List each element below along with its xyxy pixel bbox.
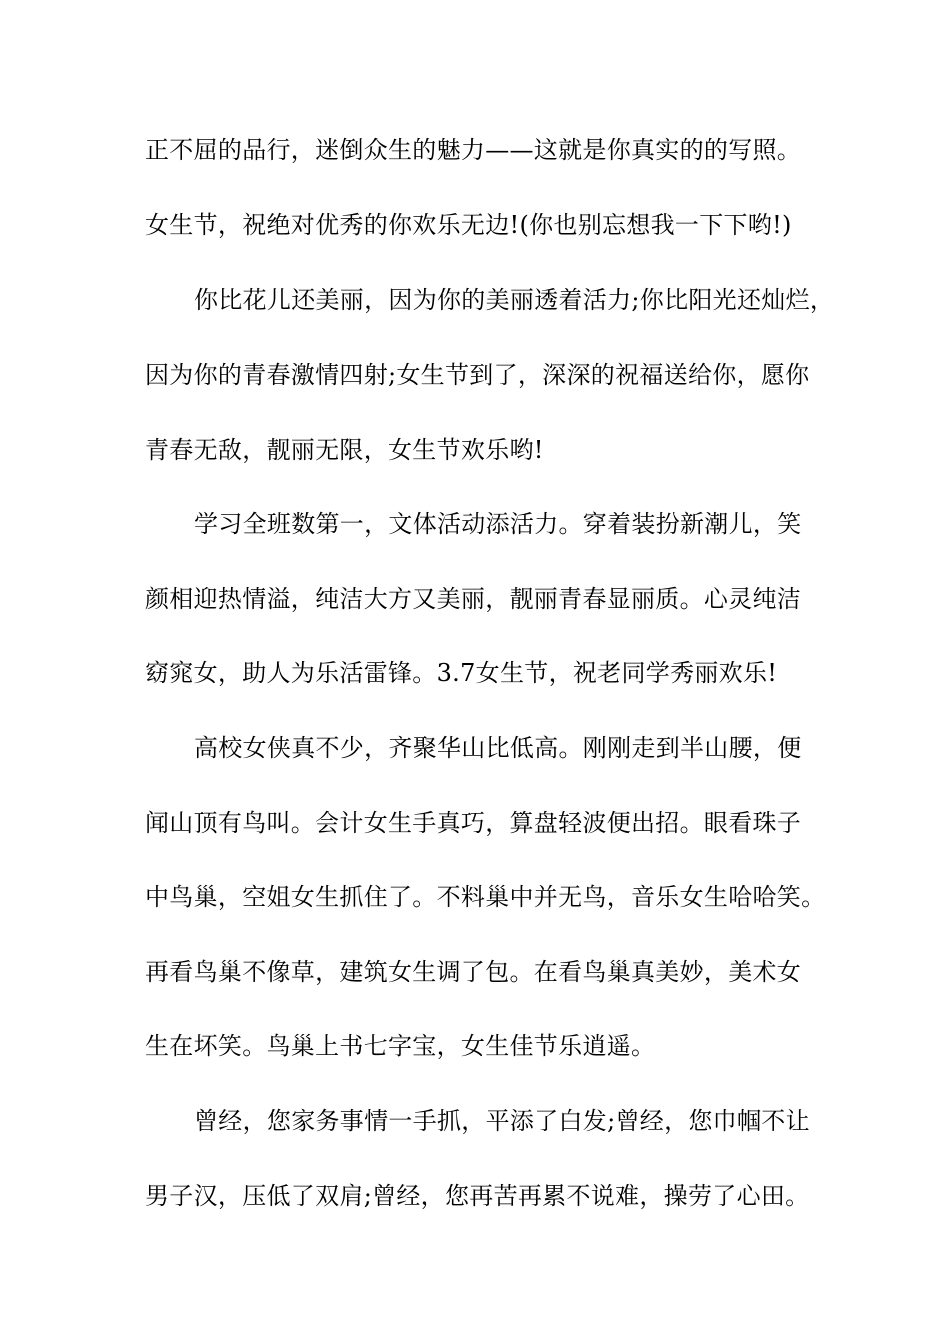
text-line: 再看鸟巢不像草，建筑女生调了包。在看鸟巢真美妙，美术女: [145, 958, 802, 986]
text-line: 因为你的青春激情四射;女生节到了，深深的祝福送给你，愿你: [145, 361, 810, 389]
text-line: 青春无敌，靓丽无限，女生节欢乐哟!: [145, 436, 544, 464]
text-line: 女生节，祝绝对优秀的你欢乐无边!(你也别忘想我一下下哟!): [145, 211, 792, 239]
text-line: 中鸟巢，空姐女生抓住了。不料巢中并无鸟，音乐女生哈哈笑。: [145, 883, 826, 911]
text-line: 生在坏笑。鸟巢上书七字宝，女生佳节乐逍遥。: [145, 1032, 656, 1060]
text-line: 窈窕女，助人为乐活雷锋。3.7女生节，祝老同学秀丽欢乐!: [145, 659, 778, 687]
paragraph-start-line: 你比花儿还美丽，因为你的美丽透着活力;你比阳光还灿烂，: [194, 286, 835, 314]
text-line: 正不屈的品行，迷倒众生的魅力——这就是你真实的的写照。: [145, 136, 802, 164]
paragraph-start-line: 高校女侠真不少，齐聚华山比低高。刚刚走到半山腰，便: [194, 734, 802, 762]
text-line: 男子汉，压低了双肩;曾经，您再苦再累不说难，操劳了心田。: [145, 1182, 810, 1210]
text-line: 闻山顶有鸟叫。会计女生手真巧，算盘轻波便出招。眼看珠子: [145, 809, 802, 837]
paragraph-start-line: 学习全班数第一，文体活动添活力。穿着装扮新潮儿，笑: [194, 510, 802, 538]
text-line: 颜相迎热情溢，纯洁大方又美丽，靓丽青春显丽质。心灵纯洁: [145, 585, 802, 613]
paragraph-start-line: 曾经，您家务事情一手抓，平添了白发;曾经，您巾帼不让: [194, 1107, 810, 1135]
